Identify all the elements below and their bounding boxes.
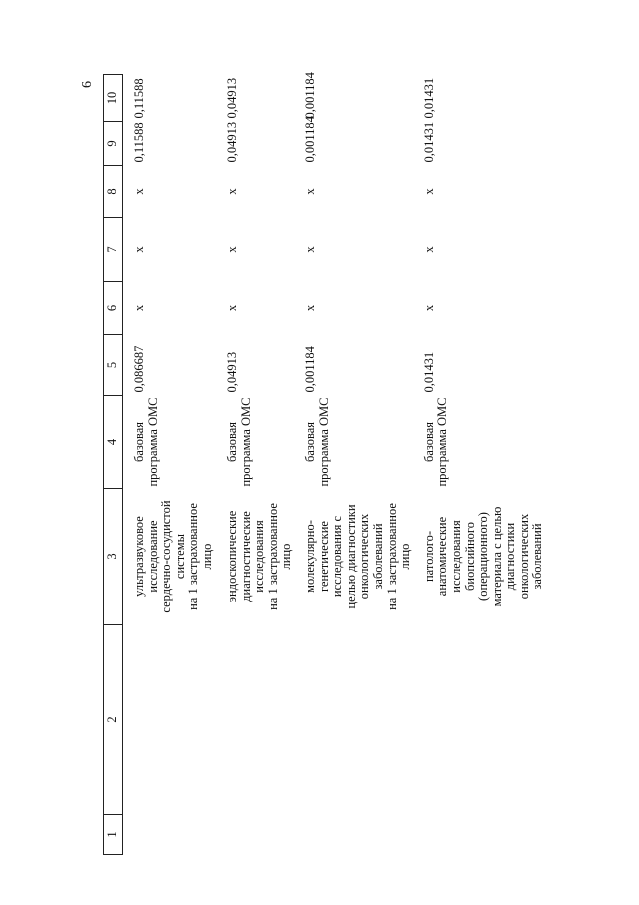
cell-c6: х xyxy=(302,304,317,312)
cell-c5: 0,04913 xyxy=(225,351,239,393)
cell-c1 xyxy=(413,815,545,855)
cell-c6: х xyxy=(421,304,436,312)
cell-c7: х xyxy=(302,246,317,253)
cell-c10: 0,11588 xyxy=(132,78,146,119)
header-cell: 6 xyxy=(104,282,123,335)
text-line: программа ОМС xyxy=(435,397,450,487)
cell-c5: 0,086687 xyxy=(132,345,146,393)
text-line: системы xyxy=(172,533,187,580)
cell-c2 xyxy=(413,625,545,815)
text-line: лицо xyxy=(199,543,214,570)
cell-c9: 0,11588 xyxy=(132,122,146,163)
text-line: базовая xyxy=(421,421,436,463)
cell-c7: х xyxy=(421,246,436,253)
text-line: онкологических xyxy=(357,513,372,600)
text-line: программа ОМС xyxy=(238,397,253,487)
cell-program xyxy=(294,396,413,489)
table-row xyxy=(123,75,217,855)
cell-c9: 0,04913 xyxy=(225,121,239,163)
text-line: базовая xyxy=(302,421,317,463)
cell-c7: х xyxy=(132,246,146,253)
cell-c5: 0,01431 xyxy=(421,351,436,393)
text-line: онкологических xyxy=(516,513,531,600)
cell-c10: 0,001184 xyxy=(302,72,317,119)
cell-c1 xyxy=(123,815,217,855)
text-line: заболеваний xyxy=(370,523,385,590)
cell-c1 xyxy=(216,815,294,855)
cell-c6: х xyxy=(225,304,239,312)
header-cell: 8 xyxy=(104,166,123,218)
text-line: лицо xyxy=(279,543,294,570)
text-line: эндоскопические xyxy=(225,510,239,603)
rotated-table-container xyxy=(103,72,573,855)
text-line: исследования xyxy=(448,520,463,593)
text-line: базовая xyxy=(132,421,146,463)
text-line: анатомические xyxy=(435,516,450,597)
cell-program xyxy=(413,396,545,489)
header-cell: 7 xyxy=(104,218,123,282)
header-cell: 2 xyxy=(104,625,123,815)
cell-c2 xyxy=(216,625,294,815)
header-cell: 4 xyxy=(104,396,123,489)
text-line: диагностики xyxy=(503,522,518,591)
header-cell: 9 xyxy=(104,122,123,166)
text-line: молекулярно- xyxy=(302,520,317,593)
text-line: программа ОМС xyxy=(316,397,331,487)
cell-c2 xyxy=(294,625,413,815)
table-row xyxy=(216,75,294,855)
cell-service-name xyxy=(413,489,545,625)
cell-service-name xyxy=(216,489,294,625)
text-line: лицо xyxy=(398,543,413,570)
header-cell: 5 xyxy=(104,335,123,396)
page-number: 6 xyxy=(80,81,95,88)
text-line: на 1 застрахованное xyxy=(186,503,201,610)
cell-c9: 0,001184 xyxy=(302,116,317,163)
text-line: целью диагностики xyxy=(343,504,358,609)
text-line: ультразвуковое xyxy=(132,516,146,597)
text-line: патолого- xyxy=(421,531,436,583)
cell-program xyxy=(123,396,217,489)
text-line: исследование xyxy=(145,520,160,593)
cell-c5: 0,001184 xyxy=(302,346,317,393)
text-line: на 1 застрахованное xyxy=(384,503,399,610)
header-cell: 3 xyxy=(104,489,123,625)
cell-c6: х xyxy=(132,304,146,312)
cell-c8: х xyxy=(225,188,239,195)
cell-c8: х xyxy=(421,188,436,195)
data-table xyxy=(103,74,545,855)
cell-service-name xyxy=(123,489,217,625)
cell-c8: х xyxy=(132,188,146,195)
text-line: исследования xyxy=(252,520,267,593)
cell-c1 xyxy=(294,815,413,855)
cell-c8: х xyxy=(302,188,317,195)
text-line: на 1 застрахованное xyxy=(265,503,280,610)
cell-c10: 0,01431 xyxy=(421,77,436,119)
text-line: биопсийного xyxy=(462,522,477,591)
cell-service-name xyxy=(294,489,413,625)
table-row xyxy=(413,75,545,855)
text-line: программа ОМС xyxy=(145,397,160,487)
table-row xyxy=(294,75,413,855)
cell-program xyxy=(216,396,294,489)
text-line: материала с целью xyxy=(489,506,504,607)
cell-c2 xyxy=(123,625,217,815)
text-line: заболеваний xyxy=(530,523,545,590)
header-row xyxy=(104,75,123,855)
cell-c10: 0,04913 xyxy=(225,77,239,119)
text-line: генетические xyxy=(316,521,331,592)
text-line: (операционного) xyxy=(476,512,491,601)
header-cell: 1 xyxy=(104,815,123,855)
text-line: диагностические xyxy=(238,511,253,602)
text-line: сердечно-сосудистой xyxy=(159,500,174,613)
cell-c7: х xyxy=(225,246,239,253)
text-line: базовая xyxy=(225,421,239,463)
text-line: исследования с xyxy=(330,515,345,598)
cell-c9: 0,01431 xyxy=(421,121,436,163)
header-cell: 10 xyxy=(104,75,123,122)
